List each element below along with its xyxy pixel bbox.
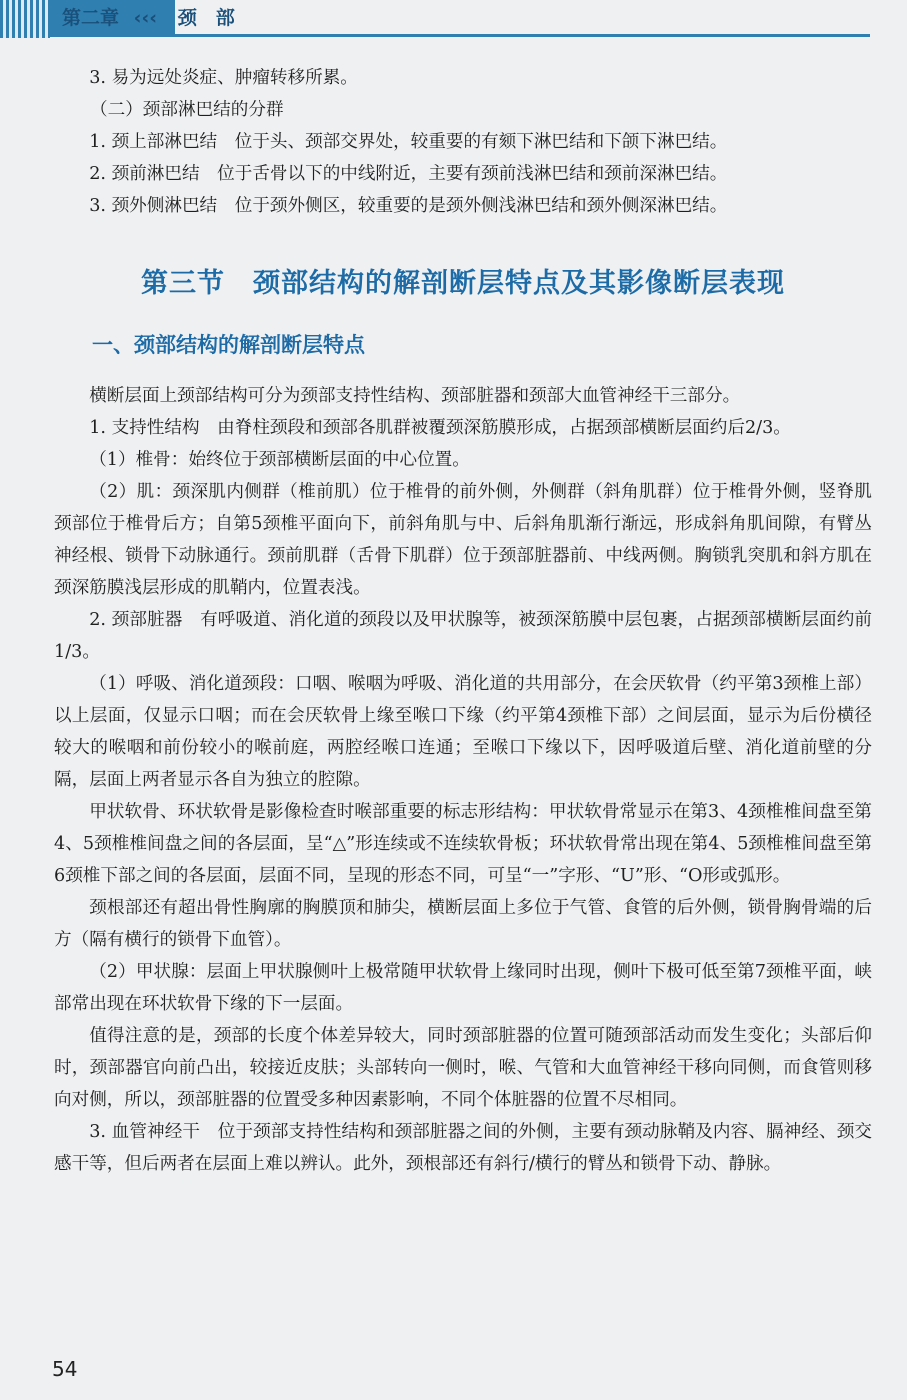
- running-header: [0, 0, 907, 40]
- lymph-group-item: 2. 颈前淋巴结 位于舌骨以下的中线附近，主要有颈前浅淋巴结和颈前深淋巴结。: [89, 164, 728, 184]
- header-stripe-decoration: [0, 0, 50, 38]
- subsection-title: 一、颈部结构的解剖断层特点: [92, 333, 365, 357]
- paragraph: （1）椎骨：始终位于颈部横断层面的中心位置。: [89, 450, 470, 470]
- paragraph: 颈根部还有超出骨性胸廓的胸膜顶和肺尖，横断层面上多位于气管、食管的后外侧，锁骨胸骨端的后方（隔有横行的锁骨下血管）。: [54, 898, 872, 950]
- section-title: 第三节 颈部结构的解剖断层特点及其影像断层表现: [141, 268, 785, 299]
- lymph-group-item: 3. 颈外侧淋巴结 位于颈外侧区，较重要的是颈外侧浅淋巴结和颈外侧深淋巴结。: [89, 196, 728, 216]
- page-number: 54: [52, 1357, 78, 1381]
- header-section: 颈 部: [177, 7, 235, 29]
- header-rule: [50, 34, 870, 37]
- paragraph: 横断层面上颈部结构可分为颈部支持性结构、颈部脏器和颈部大血管神经干三部分。: [89, 386, 741, 406]
- header-text: [62, 4, 235, 32]
- paragraph: 3. 易为远处炎症、肿瘤转移所累。: [89, 68, 358, 88]
- paragraph: （2）肌：颈深肌内侧群（椎前肌）位于椎骨的前外侧，外侧群（斜角肌群）位于椎骨外侧，竖脊肌颈部位于椎骨后方；自第5颈椎平面向下，前斜角肌与中、后斜角肌渐行渐远，形成斜角肌间隙，有臂丛神经根、锁骨下动脉通行。颈前肌群（舌骨下肌群）位于颈部脏器前、中线两侧。胸锁乳突肌和斜方肌在颈深筋膜浅层形成的肌鞘内，位置表浅。: [54, 482, 872, 598]
- paragraph: （1）呼吸、消化道颈段：口咽、喉咽为呼吸、消化道的共用部分，在会厌软骨（约平第3颈椎上部）以上层面，仅显示口咽；而在会厌软骨上缘至喉口下缘（约平第4颈椎下部）之间层面，显示为后份横径较大的喉咽和前份较小的喉前庭，两腔经喉口连通；至喉口下缘以下，因呼吸道后壁、消化道前壁的分隔，层面上两者显示各自为独立的腔隙。: [54, 674, 872, 790]
- paragraph: （2）甲状腺：层面上甲状腺侧叶上极常随甲状软骨上缘同时出现，侧叶下极可低至第7颈椎平面，峡部常出现在环状软骨下缘的下一层面。: [54, 962, 872, 1014]
- paragraph: 甲状软骨、环状软骨是影像检查时喉部重要的标志形结构：甲状软骨常显示在第3、4颈椎椎间盘至第4、5颈椎椎间盘之间的各层面，呈“△”形连续或不连续软骨板；环状软骨常出现在第4、5颈椎椎间盘至第6颈椎下部之间的各层面，层面不同，呈现的形态不同，可呈“一”字形、“U”形、“O形或弧形。: [54, 802, 872, 886]
- paragraph: 3. 血管神经干 位于颈部支持性结构和颈部脏器之间的外侧，主要有颈动脉鞘及内容、膈神经、颈交感干等，但后两者在层面上难以辨认。此外，颈根部还有斜行/横行的臂丛和锁骨下动、静脉。: [54, 1122, 872, 1174]
- paragraph: 2. 颈部脏器 有呼吸道、消化道的颈段以及甲状腺等，被颈深筋膜中层包裹，占据颈部横断层面约前1/3。: [54, 610, 872, 662]
- lymph-group-item: 1. 颈上部淋巴结 位于头、颈部交界处，较重要的有颏下淋巴结和下颌下淋巴结。: [89, 132, 728, 152]
- paragraph: 值得注意的是，颈部的长度个体差异较大，同时颈部脏器的位置可随颈部活动而发生变化；头部后仰时，颈部器官向前凸出，较接近皮肤；头部转向一侧时，喉、气管和大血管神经干移向同侧，而食管则移向对侧，所以，颈部脏器的位置受多种因素影响，不同个体脏器的位置不尽相同。: [54, 1026, 872, 1110]
- subheading: （二）颈部淋巴结的分群: [90, 100, 284, 120]
- page-body: [54, 62, 872, 1180]
- header-chapter: 第二章: [62, 7, 120, 29]
- header-arrows-icon: ‹‹‹: [133, 7, 158, 29]
- paragraph: 1. 支持性结构 由脊柱颈段和颈部各肌群被覆颈深筋膜形成，占据颈部横断层面约后2/3。: [89, 418, 791, 438]
